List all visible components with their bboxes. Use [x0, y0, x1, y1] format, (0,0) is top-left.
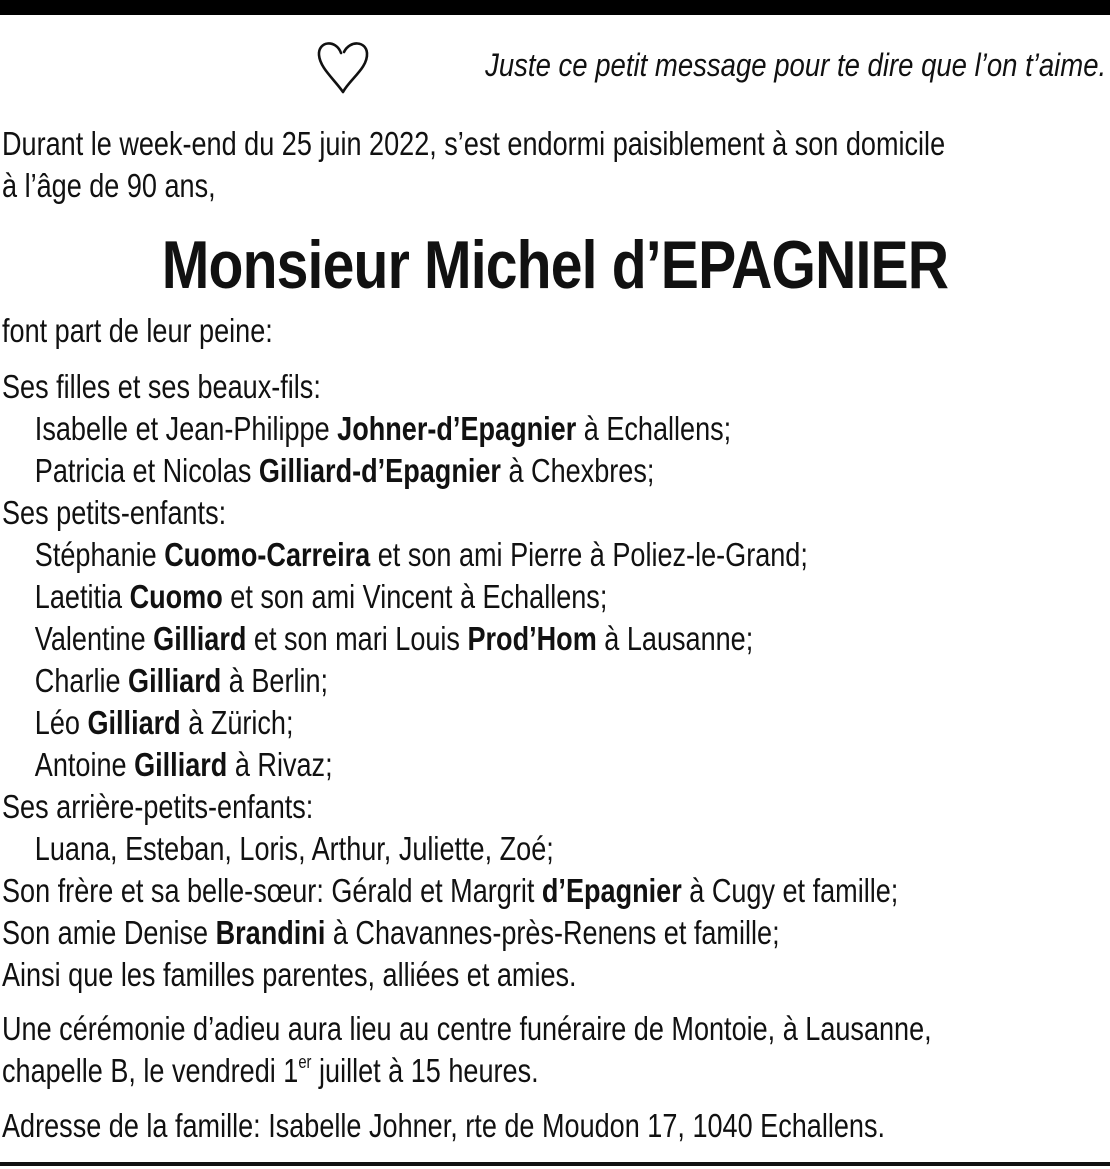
list-item: Patricia et Nicolas Gilliard-d’Epagnier à Chexbres; — [34, 452, 655, 489]
brother-line: Son frère et sa belle-sœur: Gérald et Margrit d’Epagnier à Cugy et famille; — [2, 872, 899, 909]
grandchildren-header: Ses petits-enfants: — [2, 494, 227, 531]
family-list — [2, 310, 1068, 996]
great-grandchildren-header: Ses arrière-petits-enfants: — [2, 788, 314, 825]
list-item: Isabelle et Jean-Philippe Johner-d’Epagnier à Echallens; — [34, 410, 732, 447]
daughters-header: Ses filles et ses beaux-fils: — [2, 368, 321, 405]
list-item: Valentine Gilliard et son mari Louis Prod’Hom à Lausanne; — [34, 620, 754, 657]
ceremony-line: Une cérémonie d’adieu aura lieu au centre funéraire de Montoie, à Lausanne, — [2, 1010, 932, 1047]
ceremony-line: chapelle B, le vendredi 1er juillet à 15 heures. — [2, 1052, 539, 1089]
families-line: Ainsi que les familles parentes, alliées et amies. — [2, 956, 577, 993]
list-item: Stéphanie Cuomo-Carreira et son ami Pierre à Poliez-le-Grand; — [34, 536, 808, 573]
list-item: Laetitia Cuomo et son ami Vincent à Echallens; — [34, 578, 608, 615]
list-item: Léo Gilliard à Zürich; — [34, 704, 294, 741]
friend-line: Son amie Denise Brandini à Chavannes-près-Renens et famille; — [2, 914, 780, 951]
top-rule — [0, 0, 1110, 15]
motto-text: Juste ce petit message pour te dire que l’on t’aime. — [484, 46, 1106, 83]
family-address: Adresse de la famille: Isabelle Johner, rte de Moudon 17, 1040 Echallens. — [2, 1107, 886, 1144]
list-item: Antoine Gilliard à Rivaz; — [34, 746, 333, 783]
intro-line: Durant le week-end du 25 juin 2022, s’est endormi paisiblement à son domicile — [2, 125, 946, 162]
motto — [314, 35, 1106, 95]
list-item: Luana, Esteban, Loris, Arthur, Juliette, Zoé; — [34, 830, 554, 867]
list-item: Charlie Gilliard à Berlin; — [34, 662, 329, 699]
heart-outline-icon — [314, 35, 372, 95]
sorrow-line: font part de leur peine: — [2, 312, 273, 349]
bottom-rule — [0, 1162, 1110, 1166]
deceased-name: Monsieur Michel d’EPAGNIER — [161, 227, 949, 303]
ceremony — [2, 1008, 1068, 1092]
intro — [2, 123, 1068, 207]
intro-line: à l’âge de 90 ans, — [2, 167, 216, 204]
